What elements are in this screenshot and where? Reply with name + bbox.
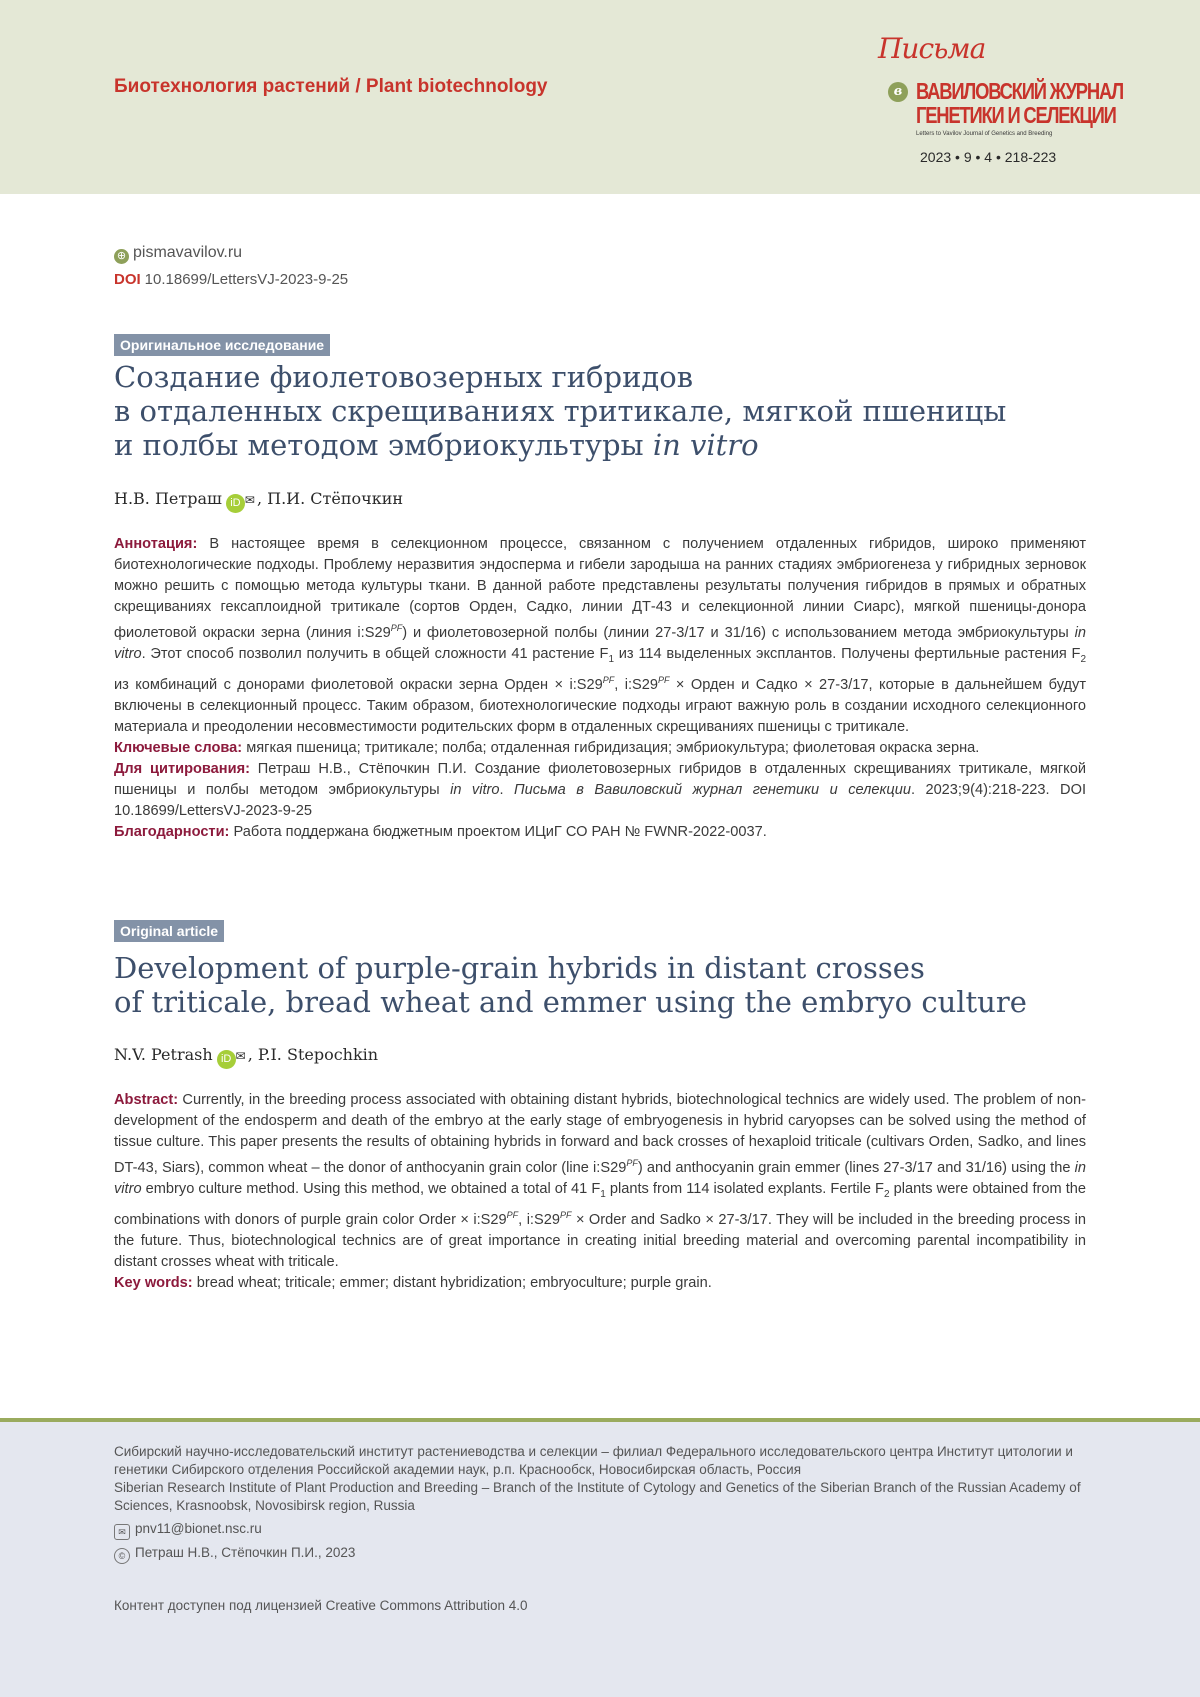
citation-journal: Письма в Вавиловский журнал генетики и селекции bbox=[514, 781, 911, 798]
title-ru-line-1: Создание фиолетовозерных гибридов bbox=[114, 360, 694, 394]
keywords-en-label: Key words: bbox=[114, 1274, 193, 1291]
keywords-en bbox=[114, 1273, 1086, 1294]
abstract-ru-sup: PF bbox=[658, 674, 670, 685]
citation-text: . bbox=[499, 781, 515, 798]
abstract-en-label: Abstract: bbox=[114, 1092, 179, 1108]
copyright bbox=[114, 1545, 355, 1564]
keywords-ru-label: Ключевые слова: bbox=[114, 739, 243, 756]
abstract-en-sup: PF bbox=[626, 1158, 638, 1168]
contact-email[interactable] bbox=[114, 1521, 262, 1540]
abstract-ru-text: ) и фиолетовозерной полбы (линии 27-3/17 и 31/16) с использованием метода эмбриокультуры bbox=[402, 624, 1075, 641]
citation-text: . 2023;9(4):218-223. DOI 10.18699/LettersVJ-2023-9-25 bbox=[114, 781, 1086, 819]
site-url[interactable]: pismavavilov.ru bbox=[133, 244, 243, 261]
authors-ru bbox=[114, 489, 403, 513]
abstract-ru bbox=[114, 534, 1086, 738]
author-2: , П.И. Стёпочкин bbox=[256, 489, 404, 508]
affiliation-en: Siberian Research Institute of Plant Production and Breeding – Branch of the Institute of Cytology and Genetics of the Siberian Branch of the Russian Academy of Sciences, Krasnoobsk, Novosibirsk region, Russia bbox=[114, 1480, 1081, 1513]
abstract-en-sub: 2 bbox=[883, 1188, 890, 1200]
mail-icon[interactable]: ✉ bbox=[244, 493, 255, 507]
article-type-badge-en: Original article bbox=[114, 920, 224, 942]
globe-icon: ⊕ bbox=[114, 249, 129, 264]
logo-badge: в bbox=[888, 82, 908, 102]
journal-logo bbox=[878, 32, 1123, 142]
issue-info: 2023 • 9 • 4 • 218-223 bbox=[920, 149, 1057, 165]
title-ru bbox=[114, 360, 1006, 462]
citation-label: Для цитирования: bbox=[114, 760, 250, 777]
doi-label: DOI bbox=[114, 271, 141, 288]
abstract-en-text: × Order and Sadko × 27-3/17. They will be included in the breeding process in the future. Thus, biotechnological technics are of great importance in creating initial breeding material and overcoming parental incompatibility in distant crosses wheat with triticale. bbox=[114, 1211, 1087, 1270]
abstract-ru-text: В настоящее время в селекционном процессе, связанном с получением отдаленных гибридов, широко применяют биотехнологические подходы. Проблему неразвития эндосперма и гибели зародыша на ранних стадиях эмбриогенеза у гибридных зерновок можно решить с помощью метода культуры ткани. В данной работе представлены результаты получения гибридов в прямых и обратных скрещиваниях гексаплоидной тритикале (сортов Орден, Садко, линии ДТ-43 и селекционной линии Сиарс), мягкой пшеницы-донора фиолетовой окраски зерна (линия i:S29 bbox=[114, 536, 1086, 641]
affiliation-ru: Сибирский научно-исследовательский институт растениеводства и селекции – филиал Федерального исследовательского центра Институт цитологии и генетики Сибирского отделения Российской академии наук, р.п. Краснообск, Новосибирская область, Россия bbox=[114, 1444, 1073, 1477]
abstract-en-italic: in vitro bbox=[114, 1159, 1086, 1197]
abstract-en-block bbox=[114, 1090, 1086, 1294]
logo-subtitle: Letters to Vavilov Journal of Genetics and Breeding bbox=[916, 131, 1053, 137]
abstract-en-sub: 1 bbox=[600, 1188, 606, 1200]
author-1: Н.В. Петраш bbox=[114, 489, 222, 508]
abstract-ru-italic: in vitro bbox=[114, 624, 1086, 662]
citation-text: Петраш Н.В., Стёпочкин П.И. Создание фиолетовозерных гибридов в отдаленных скрещиваниях тритикале, мягкой пшеницы и полбы методом эмбриокультуры bbox=[114, 760, 1086, 798]
copyright-text: Петраш Н.В., Стёпочкин П.И., 2023 bbox=[135, 1545, 356, 1560]
abstract-en-text: ) and anthocyanin grain emmer (lines 27-3/17 and 31/16) using the bbox=[637, 1159, 1075, 1176]
title-ru-line-2: в отдаленных скрещиваниях тритикале, мягкой пшеницы bbox=[114, 394, 1007, 428]
orcid-icon[interactable]: iD bbox=[226, 494, 245, 513]
abstract-en-text: , i:S29 bbox=[518, 1211, 560, 1228]
abstract-ru-sup: PF bbox=[602, 674, 615, 685]
title-en-line-2: of triticale, bread wheat and emmer using the embryo culture bbox=[114, 985, 1027, 1019]
acknowledgements-ru bbox=[114, 822, 1086, 843]
title-ru-italic: in vitro bbox=[652, 428, 759, 462]
abstract-ru-sub: 2 bbox=[1080, 653, 1086, 665]
abstract-en-sup: PF bbox=[559, 1209, 572, 1220]
envelope-icon: ✉ bbox=[114, 1524, 130, 1540]
abstract-ru-text: . Этот способ позволил получить в общей сложности 41 растение F bbox=[141, 645, 609, 662]
citation-ru bbox=[114, 759, 1086, 822]
logo-line-2: ГЕНЕТИКИ И СЕЛЕКЦИИ bbox=[916, 102, 1116, 128]
title-en-line-1: Development of purple-grain hybrids in distant crosses bbox=[114, 951, 925, 985]
abstract-ru-block bbox=[114, 534, 1086, 843]
email-value[interactable]: pnv11@bionet.nsc.ru bbox=[135, 1521, 262, 1536]
title-en bbox=[114, 951, 1027, 1019]
abstract-ru-label: Аннотация: bbox=[114, 536, 198, 552]
abstract-ru-text: × Орден и Садко × 27-3/17, которые в дальнейшем будут включены в селекционный процесс. Таким образом, биотехнологические подходы играют важную роль в создании исходного селекционного материала и преодолении несовместимости родительских форм в отдаленных скрещиваниях пшеницы с тритикале. bbox=[114, 676, 1087, 735]
abstract-en bbox=[114, 1090, 1086, 1273]
keywords-en-text: bread wheat; triticale; emmer; distant hybridization; embryoculture; purple grain. bbox=[192, 1274, 712, 1291]
abstract-ru-sup: PF bbox=[390, 623, 403, 633]
acknowledgements-label: Благодарности: bbox=[114, 823, 230, 840]
author-2-en: , P.I. Stepochkin bbox=[247, 1045, 379, 1064]
abstract-en-text: plants were obtained from the combinations with donors of purple grain color Order × i:S29 bbox=[114, 1180, 1087, 1228]
title-ru-line-3: и полбы методом эмбриокультуры bbox=[114, 428, 653, 462]
affiliation bbox=[114, 1443, 1104, 1515]
logo-line-1: ВАВИЛОВСКИЙ ЖУРНАЛ bbox=[916, 78, 1123, 104]
doi bbox=[114, 271, 348, 288]
abstract-en-text: Currently, in the breeding process associated with obtaining distant hybrids, biotechnological technics are widely used. The problem of non-development of the endosperm and death of the embryo at the early stage of embryogenesis in hybrid caryopses can be solved using the method of tissue culture. This paper presents the results of obtaining hybrids in forward and back crosses of hexaploid triticale (cultivars Orden, Sadko, and lines DT-43, Siars), common wheat – the donor of anthocyanin grain color (line i:S29 bbox=[114, 1092, 1086, 1176]
orcid-icon[interactable]: iD bbox=[217, 1050, 236, 1069]
citation-italic: in vitro bbox=[450, 781, 500, 798]
article-type-badge-ru: Оригинальное исследование bbox=[114, 334, 330, 356]
keywords-ru-text: мягкая пшеница; тритикале; полба; отдаленная гибридизация; эмбриокультура; фиолетовая окраска зерна. bbox=[242, 739, 980, 756]
acknowledgements-text: Работа поддержана бюджетным проектом ИЦиГ СО РАН № FWNR-2022-0037. bbox=[229, 823, 767, 840]
abstract-en-sup: PF bbox=[506, 1209, 519, 1220]
mail-icon[interactable]: ✉ bbox=[235, 1049, 246, 1063]
journal-header bbox=[0, 0, 1200, 194]
abstract-ru-text: , i:S29 bbox=[614, 676, 658, 693]
abstract-ru-text: из 114 выделенных эксплантов. Получены фертильные растения F bbox=[614, 645, 1081, 662]
author-1-en: N.V. Petrash bbox=[114, 1045, 213, 1064]
copyright-icon: © bbox=[114, 1548, 130, 1564]
section-name: Биотехнология растений / Plant biotechnology bbox=[114, 76, 548, 97]
site-link[interactable] bbox=[114, 244, 242, 264]
abstract-en-text: embryo culture method. Using this method, we obtained a total of 41 F bbox=[141, 1180, 601, 1197]
abstract-ru-text: из комбинаций с донорами фиолетовой окраски зерна Орден × i:S29 bbox=[114, 676, 603, 693]
keywords-ru bbox=[114, 738, 1086, 759]
abstract-ru-sub: 1 bbox=[608, 653, 615, 665]
authors-en bbox=[114, 1045, 378, 1069]
logo-script: Письма bbox=[878, 32, 986, 65]
license-text: Контент доступен под лицензией Creative Commons Attribution 4.0 bbox=[114, 1598, 528, 1613]
abstract-en-text: plants from 114 isolated explants. Fertile F bbox=[605, 1180, 884, 1197]
doi-value[interactable]: 10.18699/LettersVJ-2023-9-25 bbox=[144, 271, 349, 288]
